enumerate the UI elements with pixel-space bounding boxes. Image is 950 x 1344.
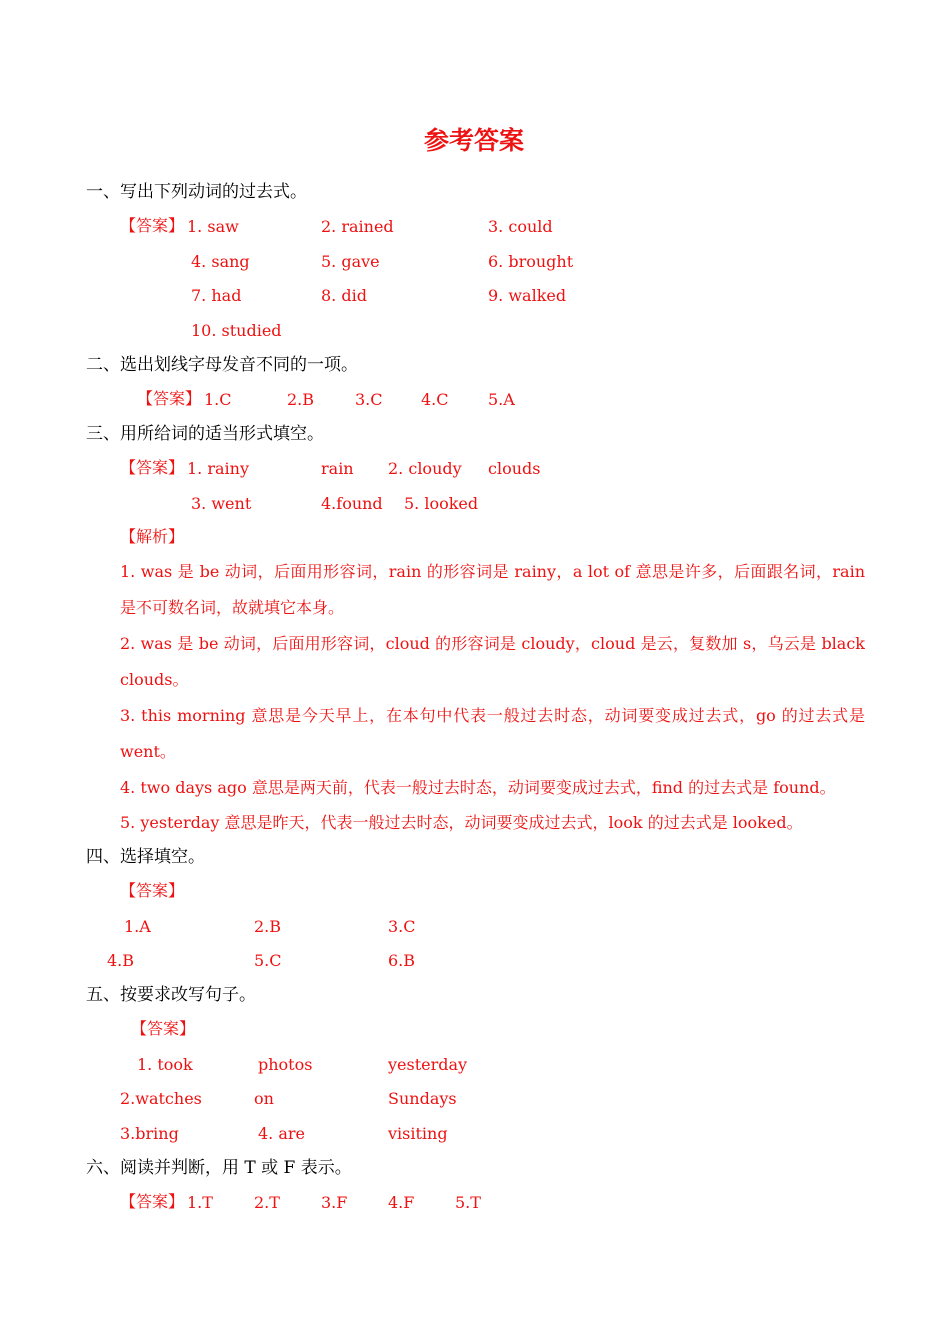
page-title: 参考答案 — [424, 126, 525, 155]
answer-item: 5.T — [455, 1193, 481, 1212]
answer-item: 3.F — [321, 1193, 348, 1212]
answer-item: 4. sang — [191, 252, 250, 271]
answer-item: 1.T — [187, 1193, 213, 1212]
section-4-heading: 四、选择填空。 — [86, 847, 205, 867]
answer-item: 5.C — [254, 951, 282, 970]
answer-label: 【答案】 — [120, 458, 185, 477]
answer-item: 6.B — [388, 951, 416, 970]
analysis-paragraph: 4. two days ago 意思是两天前，代表一般过去时态，动词要变成过去式，find 的过去式是 found。 — [120, 778, 836, 797]
answer-item: yesterday — [388, 1055, 468, 1074]
answer-item: 1. saw — [187, 217, 239, 236]
section-5-heading: 五、按要求改写句子。 — [86, 985, 256, 1005]
answer-item: 4.found — [321, 494, 383, 513]
section-6-heading: 六、阅读并判断，用 T 或 F 表示。 — [86, 1158, 352, 1178]
answer-item: 2.T — [254, 1193, 280, 1212]
answer-item: clouds — [488, 459, 541, 478]
answer-item: 7. had — [191, 286, 242, 305]
answer-item: 2.watches — [120, 1089, 202, 1108]
answer-item: 1. took — [137, 1055, 193, 1074]
answer-item: 5. looked — [404, 494, 479, 513]
answer-item: 5. gave — [321, 252, 380, 271]
answer-item: 6. brought — [488, 252, 574, 271]
answer-item: on — [254, 1089, 274, 1108]
answer-item: 4. are — [258, 1124, 306, 1143]
answer-item: 3.C — [355, 390, 383, 409]
answer-item: visiting — [388, 1124, 448, 1143]
answer-item: 2.B — [287, 390, 315, 409]
answer-item: 4.F — [388, 1193, 415, 1212]
answer-item: Sundays — [388, 1089, 457, 1108]
analysis-paragraph: 1. was 是 be 动词，后面用形容词，rain 的形容词是 rainy，a lot of 意思是许多，后面跟名词，rain 是不可数名词，故就填它本身。 — [120, 562, 865, 617]
answer-item: 1.A — [124, 917, 151, 936]
answer-item: 9. walked — [488, 286, 567, 305]
answer-item: 2. rained — [321, 217, 394, 236]
answer-item: 8. did — [321, 286, 367, 305]
answer-label: 【答案】 — [131, 1019, 196, 1038]
analysis-paragraph: 5. yesterday 意思是昨天，代表一般过去时态，动词要变成过去式，look 的过去式是 looked。 — [120, 813, 803, 832]
answer-item: 3.C — [388, 917, 416, 936]
answer-item: 3.bring — [120, 1124, 179, 1143]
answer-item: 2.B — [254, 917, 282, 936]
section-3-heading: 三、用所给词的适当形式填空。 — [86, 424, 324, 444]
answer-item: 10. studied — [191, 321, 282, 340]
answer-label: 【答案】 — [120, 1192, 185, 1211]
answer-item: 2. cloudy — [388, 459, 462, 478]
answer-item: photos — [258, 1055, 313, 1074]
answer-label: 【答案】 — [120, 216, 185, 235]
analysis-paragraph: 2. was 是 be 动词，后面用形容词，cloud 的形容词是 cloudy，cloud 是云，复数加 s，乌云是 black clouds。 — [120, 634, 865, 689]
answer-item: 4.C — [421, 390, 449, 409]
answer-label: 【答案】 — [120, 881, 185, 900]
analysis-paragraph: 3. this morning 意思是今天早上，在本句中代表一般过去时态，动词要变成过去式，go 的过去式是 went。 — [120, 706, 865, 761]
answer-label: 【答案】 — [137, 389, 202, 408]
answer-item: 5.A — [488, 390, 515, 409]
section-1-heading: 一、写出下列动词的过去式。 — [86, 182, 307, 202]
answer-item: 3. went — [191, 494, 252, 513]
answer-item: 1.C — [204, 390, 232, 409]
analysis-label: 【解析】 — [120, 527, 185, 546]
section-2-heading: 二、选出划线字母发音不同的一项。 — [86, 355, 358, 375]
answer-item: 1. rainy — [187, 459, 249, 478]
answer-item: 3. could — [488, 217, 553, 236]
answer-item: rain — [321, 459, 354, 478]
answer-item: 4.B — [107, 951, 135, 970]
